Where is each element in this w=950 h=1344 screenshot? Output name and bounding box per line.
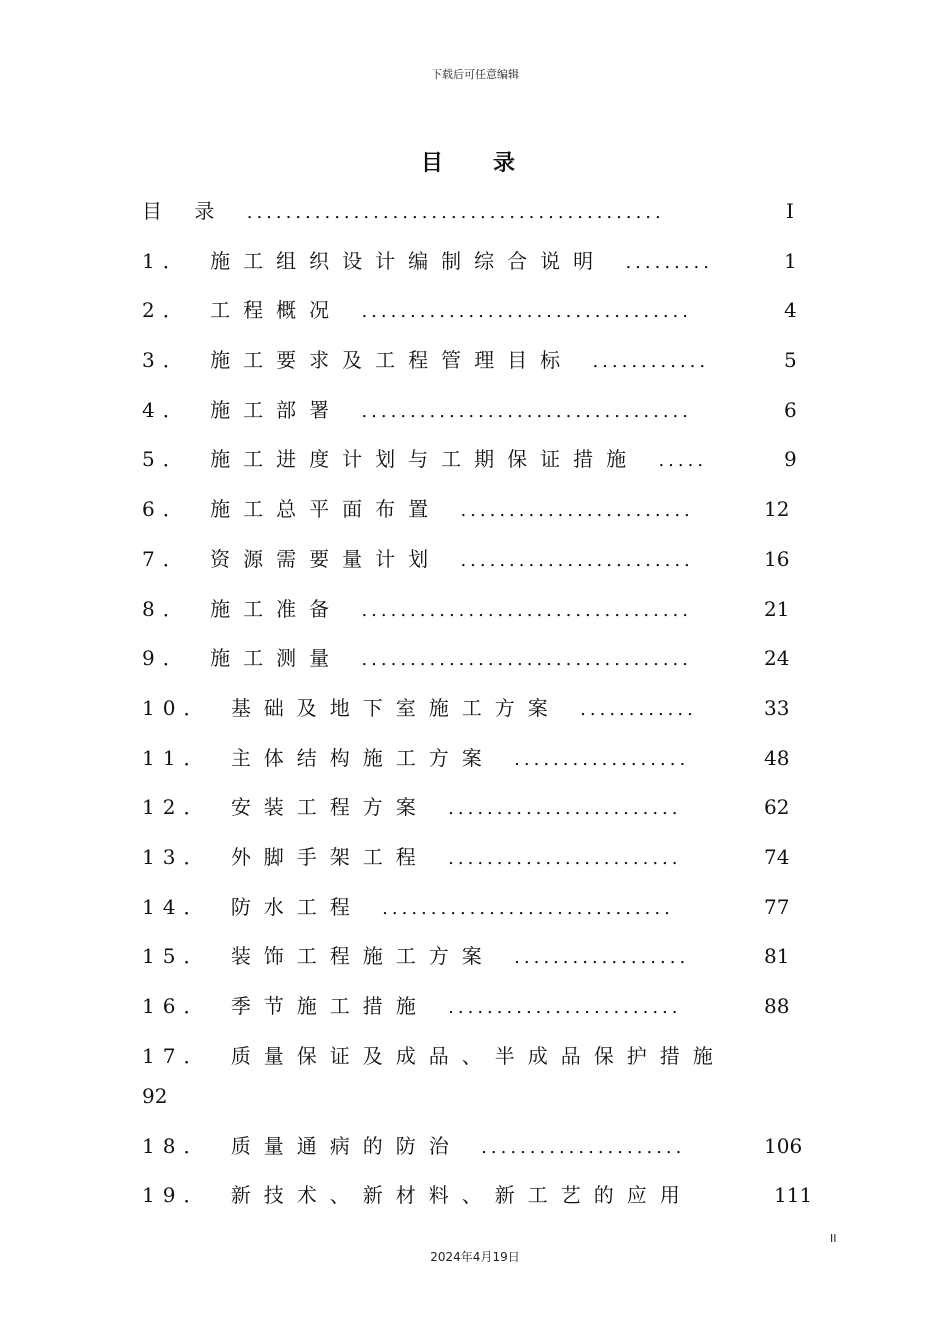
toc-item-page: 9 bbox=[784, 447, 797, 472]
toc-item[interactable] bbox=[142, 937, 822, 987]
toc-item-leader: ........................ bbox=[460, 500, 694, 522]
toc-item-leader: ..................... bbox=[481, 1136, 686, 1158]
toc-item-number: 17． bbox=[142, 1043, 212, 1068]
toc-item-leader: .................. bbox=[514, 947, 690, 969]
toc-item-label: 施工进度计划与工期保证措施 bbox=[210, 447, 640, 472]
toc-item[interactable] bbox=[142, 1176, 822, 1226]
toc-item-number: 15． bbox=[142, 944, 212, 969]
toc-item-leader: ..... bbox=[658, 450, 708, 472]
toc-item[interactable] bbox=[142, 192, 822, 242]
toc-item[interactable] bbox=[142, 590, 822, 640]
toc-item-page: 106 bbox=[764, 1133, 803, 1158]
toc-item-label: 施工要求及工程管理目标 bbox=[210, 348, 574, 373]
toc-item-number: 6． bbox=[142, 497, 191, 522]
toc-item[interactable] bbox=[142, 242, 822, 292]
toc-item-page: 88 bbox=[764, 994, 790, 1018]
toc-item-page: 24 bbox=[764, 646, 790, 671]
toc-item-label: 施工组织设计编制综合说明 bbox=[210, 248, 607, 273]
toc-item-leader: .............................. bbox=[382, 897, 674, 919]
toc-item-number: 11． bbox=[142, 745, 212, 770]
toc-item-page: 48 bbox=[764, 745, 790, 770]
toc-item-label: 工程概况 bbox=[210, 298, 343, 323]
toc-item[interactable] bbox=[142, 391, 822, 441]
toc-item-number: 7． bbox=[142, 546, 191, 571]
toc-item-leader: .................................. bbox=[361, 400, 692, 422]
toc-item-leader: ........................................... bbox=[246, 202, 665, 223]
toc-item-number: 9． bbox=[142, 646, 191, 671]
toc-item-label: 施工测量 bbox=[210, 646, 343, 671]
table-of-contents bbox=[142, 192, 822, 1226]
toc-item-label: 资源需要量计划 bbox=[210, 546, 442, 571]
toc-item-page: 74 bbox=[764, 844, 790, 869]
toc-item-page: 111 bbox=[774, 1183, 813, 1208]
toc-item-label: 安装工程方案 bbox=[230, 795, 429, 820]
toc-item-leader: ......... bbox=[625, 251, 713, 273]
toc-item-label: 质量通病的防治 bbox=[230, 1133, 462, 1158]
header-note: 下载后可任意编辑 bbox=[431, 68, 519, 81]
toc-item-page: 4 bbox=[784, 298, 797, 323]
toc-item-number: 10． bbox=[142, 695, 212, 720]
toc-item-leader: ........................ bbox=[460, 549, 694, 571]
toc-item-page: 81 bbox=[764, 944, 790, 969]
toc-item-page: 62 bbox=[764, 795, 790, 820]
toc-item-label: 质量保证及成品、半成品保护措施 bbox=[230, 1043, 726, 1068]
toc-item[interactable] bbox=[142, 291, 822, 341]
toc-item-number: 3． bbox=[142, 348, 191, 373]
toc-item-leader: ........................ bbox=[448, 798, 682, 820]
toc-item-label: 新技术、新材料、新工艺的应用 bbox=[230, 1183, 693, 1208]
toc-item-page: 6 bbox=[784, 397, 797, 422]
toc-item-page: 5 bbox=[784, 348, 797, 373]
toc-item[interactable] bbox=[142, 1127, 822, 1177]
toc-item-number: 19． bbox=[142, 1183, 212, 1208]
toc-item-number: 2． bbox=[142, 298, 191, 323]
toc-item-leader: ........................ bbox=[448, 847, 682, 869]
toc-item-label: 施工准备 bbox=[210, 596, 343, 621]
toc-item[interactable] bbox=[142, 888, 822, 938]
toc-item-label: 外脚手架工程 bbox=[230, 844, 429, 869]
toc-item-leader: .................................. bbox=[361, 599, 692, 621]
toc-item-label: 施工部署 bbox=[210, 397, 343, 422]
toc-item-label: 防水工程 bbox=[230, 894, 363, 919]
toc-item-number: 5． bbox=[142, 447, 191, 472]
toc-item-number: 18． bbox=[142, 1133, 212, 1158]
toc-item-page: 16 bbox=[764, 546, 790, 571]
toc-item-page: I bbox=[786, 199, 794, 223]
page-title: 目录 bbox=[420, 151, 565, 176]
toc-item-page: 77 bbox=[764, 894, 790, 919]
toc-item-page: 21 bbox=[764, 596, 790, 621]
toc-item-page: 33 bbox=[764, 695, 790, 720]
toc-item-number: 8． bbox=[142, 596, 191, 621]
toc-item-label: 季节施工措施 bbox=[230, 994, 429, 1018]
toc-item[interactable] bbox=[142, 689, 822, 739]
toc-item-leader: ........................ bbox=[448, 997, 682, 1018]
toc-item-leader: .................................. bbox=[361, 301, 692, 323]
toc-item[interactable] bbox=[142, 341, 822, 391]
toc-item-page: 1 bbox=[784, 248, 797, 273]
toc-item-number: 16． bbox=[142, 994, 212, 1018]
toc-item-number: 13． bbox=[142, 844, 212, 869]
toc-item-number: 12． bbox=[142, 795, 212, 820]
toc-item[interactable] bbox=[142, 788, 822, 838]
toc-item[interactable] bbox=[142, 540, 822, 590]
toc-item-number: 1． bbox=[142, 248, 191, 273]
toc-item-leader: .................................. bbox=[361, 649, 692, 671]
toc-item-label: 目 录 bbox=[142, 199, 228, 223]
toc-item-label: 装饰工程施工方案 bbox=[230, 944, 495, 969]
toc-item-number: 14． bbox=[142, 894, 212, 919]
footer-date: 2024年4月19日 bbox=[430, 1250, 520, 1264]
toc-item-label: 施工总平面布置 bbox=[210, 497, 442, 522]
toc-item[interactable] bbox=[142, 838, 822, 888]
page-number: II bbox=[830, 1232, 837, 1245]
toc-item[interactable] bbox=[142, 639, 822, 689]
toc-item-number: 4． bbox=[142, 397, 191, 422]
toc-item[interactable] bbox=[142, 440, 822, 490]
toc-item[interactable] bbox=[142, 987, 822, 1037]
toc-item-leader: ............ bbox=[580, 698, 697, 720]
toc-item-page: 92 bbox=[142, 1083, 168, 1108]
toc-item-label: 基础及地下室施工方案 bbox=[230, 695, 561, 720]
toc-item[interactable] bbox=[142, 739, 822, 789]
toc-item[interactable] bbox=[142, 490, 822, 540]
toc-item-label: 主体结构施工方案 bbox=[230, 745, 495, 770]
toc-item[interactable] bbox=[142, 1037, 822, 1127]
toc-item-leader: .................. bbox=[514, 748, 690, 770]
toc-item-page: 12 bbox=[764, 497, 790, 522]
toc-item-leader: ............ bbox=[592, 351, 710, 373]
